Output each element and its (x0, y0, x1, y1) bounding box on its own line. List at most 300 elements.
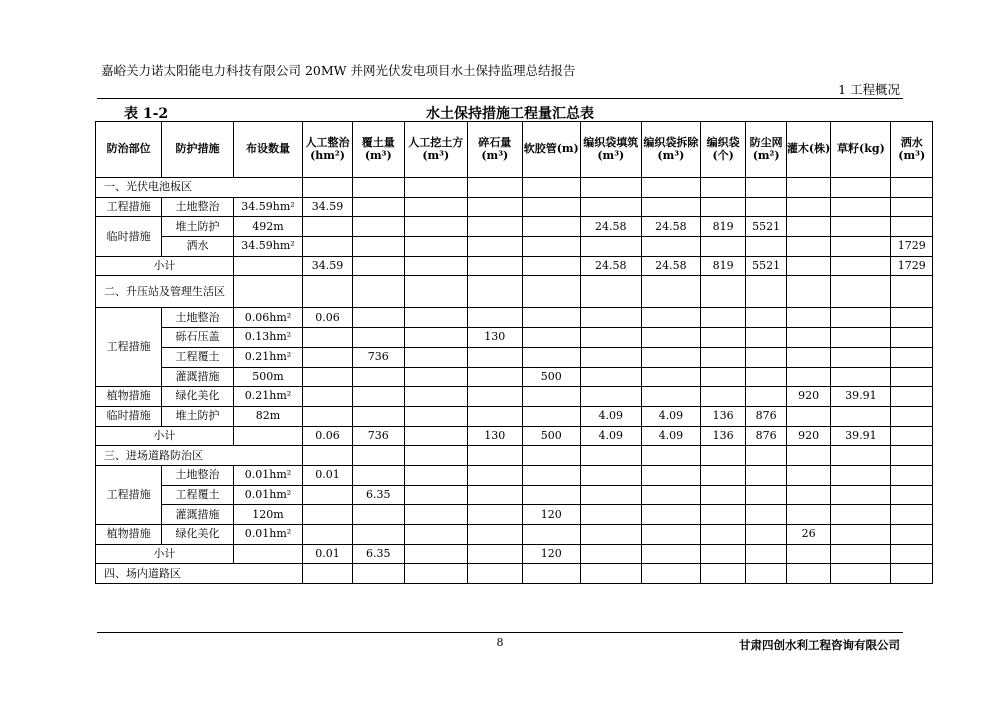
table-row (96, 308, 933, 328)
value-cell: 39.91 (831, 387, 891, 407)
empty-cell (303, 446, 353, 466)
empty-cell (404, 197, 467, 217)
empty-cell (522, 406, 580, 426)
empty-cell (404, 367, 467, 387)
empty-cell (786, 446, 831, 466)
value-cell: 24.58 (580, 217, 641, 237)
empty-cell (831, 276, 891, 308)
empty-cell (831, 406, 891, 426)
page-number: 8 (496, 636, 504, 649)
empty-cell (746, 564, 786, 584)
empty-cell (891, 505, 933, 525)
empty-cell (700, 308, 746, 328)
empty-cell (404, 465, 467, 485)
group-label: 植物措施 (96, 387, 162, 407)
empty-cell (522, 197, 580, 217)
header-row (96, 122, 933, 178)
empty-cell (891, 525, 933, 545)
empty-cell (746, 276, 786, 308)
value-cell: 5521 (746, 256, 786, 276)
measure-label: 工程覆土 (162, 485, 233, 505)
section-row (96, 446, 933, 466)
empty-cell (831, 197, 891, 217)
value-cell: 34.59 (303, 197, 353, 217)
table-row (96, 197, 933, 217)
empty-cell (786, 544, 831, 564)
empty-cell (467, 367, 522, 387)
empty-cell (580, 564, 641, 584)
empty-cell (641, 465, 700, 485)
empty-cell (303, 406, 353, 426)
empty-cell (467, 178, 522, 198)
empty-cell (786, 367, 831, 387)
empty-cell (831, 308, 891, 328)
empty-cell (404, 256, 467, 276)
table-label: 表 1-2 (124, 106, 169, 122)
empty-cell (746, 485, 786, 505)
empty-cell (467, 197, 522, 217)
empty-cell (467, 564, 522, 584)
empty-cell (404, 525, 467, 545)
empty-cell (641, 328, 700, 348)
empty-cell (522, 387, 580, 407)
col-header: 灌木(株) (786, 122, 831, 178)
quantity-cell: 492m (233, 217, 302, 237)
empty-cell (580, 178, 641, 198)
empty-cell (700, 347, 746, 367)
measure-label: 绿化美化 (162, 387, 233, 407)
empty-cell (467, 465, 522, 485)
section-title: 一、光伏电池板区 (96, 178, 303, 198)
empty-cell (746, 367, 786, 387)
empty-cell (352, 505, 404, 525)
empty-cell (404, 505, 467, 525)
empty-cell (303, 525, 353, 545)
empty-cell (467, 505, 522, 525)
value-cell: 34.59 (303, 256, 353, 276)
empty-cell (352, 256, 404, 276)
company-name: 甘肃四创水利工程咨询有限公司 (739, 638, 900, 652)
empty-cell (831, 367, 891, 387)
empty-cell (352, 564, 404, 584)
table-title: 水土保持措施工程量汇总表 (426, 106, 594, 122)
value-cell: 876 (746, 426, 786, 446)
empty-cell (641, 544, 700, 564)
empty-cell (831, 485, 891, 505)
empty-cell (352, 178, 404, 198)
empty-cell (700, 465, 746, 485)
measure-label: 堆土防护 (162, 217, 233, 237)
value-cell: 920 (786, 426, 831, 446)
empty-cell (891, 465, 933, 485)
empty-cell (404, 544, 467, 564)
table-row (96, 347, 933, 367)
empty-cell (891, 328, 933, 348)
col-header: 编织袋(个) (700, 122, 746, 178)
empty-cell (233, 276, 302, 308)
table-row (96, 217, 933, 237)
empty-cell (891, 217, 933, 237)
summary-table (95, 121, 933, 584)
section-title: 四、场内道路区 (96, 564, 303, 584)
empty-cell (233, 426, 302, 446)
measure-label: 砾石压盖 (162, 328, 233, 348)
empty-cell (580, 505, 641, 525)
value-cell: 1729 (891, 256, 933, 276)
empty-cell (522, 217, 580, 237)
empty-cell (467, 387, 522, 407)
empty-cell (786, 256, 831, 276)
footer-divider (97, 632, 903, 633)
table-row (96, 485, 933, 505)
quantity-cell: 0.21hm² (233, 387, 302, 407)
empty-cell (700, 367, 746, 387)
empty-cell (831, 525, 891, 545)
measure-label: 灌溉措施 (162, 367, 233, 387)
empty-cell (522, 178, 580, 198)
empty-cell (786, 328, 831, 348)
empty-cell (352, 525, 404, 545)
empty-cell (404, 387, 467, 407)
empty-cell (522, 446, 580, 466)
empty-cell (641, 446, 700, 466)
empty-cell (352, 465, 404, 485)
table-row (96, 328, 933, 348)
empty-cell (404, 237, 467, 257)
empty-cell (786, 505, 831, 525)
empty-cell (467, 276, 522, 308)
empty-cell (352, 328, 404, 348)
empty-cell (404, 564, 467, 584)
col-header: 草籽(kg) (831, 122, 891, 178)
quantity-cell: 120m (233, 505, 302, 525)
subtotal-label: 小计 (96, 544, 234, 564)
empty-cell (700, 237, 746, 257)
table-row (96, 387, 933, 407)
empty-cell (891, 564, 933, 584)
empty-cell (522, 485, 580, 505)
table-row (96, 237, 933, 257)
empty-cell (580, 367, 641, 387)
measure-label: 工程覆土 (162, 347, 233, 367)
group-label: 临时措施 (96, 406, 162, 426)
empty-cell (522, 308, 580, 328)
value-cell: 24.58 (641, 217, 700, 237)
value-cell: 120 (522, 544, 580, 564)
col-header: 覆土量(m³) (352, 122, 404, 178)
empty-cell (352, 217, 404, 237)
measure-label: 土地整治 (162, 308, 233, 328)
table-row (96, 525, 933, 545)
empty-cell (891, 197, 933, 217)
table-row (96, 505, 933, 525)
empty-cell (700, 178, 746, 198)
empty-cell (352, 406, 404, 426)
col-header: 编织袋拆除(m³) (641, 122, 700, 178)
value-cell: 130 (467, 426, 522, 446)
empty-cell (580, 197, 641, 217)
section-row (96, 564, 933, 584)
empty-cell (404, 217, 467, 237)
subtotal-row (96, 426, 933, 446)
empty-cell (467, 406, 522, 426)
empty-cell (641, 564, 700, 584)
value-cell: 130 (467, 328, 522, 348)
empty-cell (303, 276, 353, 308)
empty-cell (404, 426, 467, 446)
empty-cell (467, 544, 522, 564)
subtotal-label: 小计 (96, 256, 234, 276)
empty-cell (891, 276, 933, 308)
empty-cell (522, 465, 580, 485)
empty-cell (831, 178, 891, 198)
empty-cell (522, 525, 580, 545)
table-row (96, 367, 933, 387)
empty-cell (580, 446, 641, 466)
empty-cell (831, 446, 891, 466)
empty-cell (746, 237, 786, 257)
empty-cell (303, 505, 353, 525)
empty-cell (352, 308, 404, 328)
empty-cell (233, 256, 302, 276)
empty-cell (303, 367, 353, 387)
value-cell: 819 (700, 256, 746, 276)
value-cell: 0.01 (303, 544, 353, 564)
empty-cell (404, 328, 467, 348)
subtotal-label: 小计 (96, 426, 234, 446)
section-title: 二、升压站及管理生活区 (96, 276, 234, 308)
empty-cell (700, 564, 746, 584)
empty-cell (891, 426, 933, 446)
report-title: 嘉峪关力诺太阳能电力科技有限公司 20MW 并网光伏发电项目水土保持监理总结报告 (101, 63, 576, 78)
measure-label: 土地整治 (162, 197, 233, 217)
value-cell: 500 (522, 367, 580, 387)
empty-cell (746, 446, 786, 466)
col-header: 编织袋填筑(m³) (580, 122, 641, 178)
empty-cell (786, 347, 831, 367)
value-cell: 4.09 (580, 426, 641, 446)
group-label: 工程措施 (96, 197, 162, 217)
measure-label: 土地整治 (162, 465, 233, 485)
empty-cell (352, 276, 404, 308)
empty-cell (746, 525, 786, 545)
quantity-cell: 0.01hm² (233, 485, 302, 505)
empty-cell (467, 237, 522, 257)
empty-cell (467, 256, 522, 276)
empty-cell (641, 525, 700, 545)
value-cell: 819 (700, 217, 746, 237)
empty-cell (786, 178, 831, 198)
measure-label: 堆土防护 (162, 406, 233, 426)
value-cell: 39.91 (831, 426, 891, 446)
measure-label: 绿化美化 (162, 525, 233, 545)
value-cell: 736 (352, 426, 404, 446)
empty-cell (404, 276, 467, 308)
empty-cell (467, 525, 522, 545)
empty-cell (786, 217, 831, 237)
empty-cell (580, 276, 641, 308)
empty-cell (580, 525, 641, 545)
value-cell: 0.06 (303, 426, 353, 446)
section-row (96, 178, 933, 198)
measure-label: 灌溉措施 (162, 505, 233, 525)
empty-cell (303, 564, 353, 584)
col-header: 人工整治(hm²) (303, 122, 353, 178)
empty-cell (522, 276, 580, 308)
col-header: 碎石量(m³) (467, 122, 522, 178)
empty-cell (522, 328, 580, 348)
subtotal-row (96, 544, 933, 564)
quantity-cell: 0.01hm² (233, 525, 302, 545)
empty-cell (700, 505, 746, 525)
empty-cell (786, 485, 831, 505)
col-header: 防护措施 (162, 122, 233, 178)
empty-cell (522, 564, 580, 584)
quantity-cell: 0.01hm² (233, 465, 302, 485)
value-cell: 0.01 (303, 465, 353, 485)
empty-cell (233, 544, 302, 564)
empty-cell (891, 308, 933, 328)
quantity-cell: 0.21hm² (233, 347, 302, 367)
empty-cell (786, 465, 831, 485)
empty-cell (467, 217, 522, 237)
group-label: 临时措施 (96, 217, 162, 256)
empty-cell (641, 308, 700, 328)
empty-cell (467, 308, 522, 328)
group-label: 工程措施 (96, 308, 162, 387)
section-row (96, 276, 933, 308)
empty-cell (700, 197, 746, 217)
table-row (96, 465, 933, 485)
empty-cell (303, 347, 353, 367)
empty-cell (303, 387, 353, 407)
quantity-cell: 82m (233, 406, 302, 426)
subtotal-row (96, 256, 933, 276)
empty-cell (580, 465, 641, 485)
value-cell: 500 (522, 426, 580, 446)
table-row (96, 406, 933, 426)
empty-cell (831, 505, 891, 525)
empty-cell (746, 387, 786, 407)
empty-cell (746, 328, 786, 348)
empty-cell (891, 406, 933, 426)
value-cell: 24.58 (580, 256, 641, 276)
empty-cell (580, 347, 641, 367)
quantity-cell: 500m (233, 367, 302, 387)
empty-cell (786, 276, 831, 308)
quantity-cell: 34.59hm² (233, 197, 302, 217)
empty-cell (700, 544, 746, 564)
empty-cell (786, 564, 831, 584)
empty-cell (641, 387, 700, 407)
value-cell: 4.09 (580, 406, 641, 426)
section-title: 三、进场道路防治区 (96, 446, 303, 466)
empty-cell (891, 544, 933, 564)
value-cell: 1729 (891, 237, 933, 257)
empty-cell (891, 387, 933, 407)
value-cell: 120 (522, 505, 580, 525)
empty-cell (404, 347, 467, 367)
empty-cell (700, 387, 746, 407)
empty-cell (580, 544, 641, 564)
empty-cell (352, 446, 404, 466)
col-header: 人工挖土方(m³) (404, 122, 467, 178)
empty-cell (352, 237, 404, 257)
empty-cell (303, 217, 353, 237)
empty-cell (303, 485, 353, 505)
empty-cell (580, 328, 641, 348)
empty-cell (580, 485, 641, 505)
empty-cell (891, 347, 933, 367)
empty-cell (786, 237, 831, 257)
value-cell: 920 (786, 387, 831, 407)
col-header: 布设数量 (233, 122, 302, 178)
empty-cell (303, 178, 353, 198)
empty-cell (641, 276, 700, 308)
empty-cell (641, 485, 700, 505)
empty-cell (891, 367, 933, 387)
empty-cell (580, 237, 641, 257)
empty-cell (831, 328, 891, 348)
empty-cell (404, 178, 467, 198)
empty-cell (700, 446, 746, 466)
empty-cell (746, 197, 786, 217)
empty-cell (580, 387, 641, 407)
empty-cell (831, 564, 891, 584)
group-label: 植物措施 (96, 525, 162, 545)
empty-cell (404, 446, 467, 466)
empty-cell (522, 347, 580, 367)
empty-cell (746, 347, 786, 367)
col-header: 软胶管(m) (522, 122, 580, 178)
quantity-cell: 0.13hm² (233, 328, 302, 348)
quantity-cell: 0.06hm² (233, 308, 302, 328)
empty-cell (404, 485, 467, 505)
empty-cell (831, 465, 891, 485)
empty-cell (831, 237, 891, 257)
value-cell: 26 (786, 525, 831, 545)
empty-cell (641, 178, 700, 198)
empty-cell (831, 256, 891, 276)
value-cell: 24.58 (641, 256, 700, 276)
empty-cell (786, 308, 831, 328)
quantity-cell: 34.59hm² (233, 237, 302, 257)
value-cell: 736 (352, 347, 404, 367)
empty-cell (641, 197, 700, 217)
empty-cell (641, 347, 700, 367)
chapter-title: 1 工程概况 (838, 82, 900, 97)
empty-cell (352, 197, 404, 217)
col-header: 洒水(m³) (891, 122, 933, 178)
empty-cell (641, 367, 700, 387)
empty-cell (831, 347, 891, 367)
empty-cell (746, 544, 786, 564)
empty-cell (467, 347, 522, 367)
empty-cell (522, 256, 580, 276)
empty-cell (467, 485, 522, 505)
group-label: 工程措施 (96, 465, 162, 524)
empty-cell (891, 485, 933, 505)
empty-cell (641, 237, 700, 257)
empty-cell (891, 446, 933, 466)
value-cell: 6.35 (352, 485, 404, 505)
value-cell: 4.09 (641, 426, 700, 446)
value-cell: 4.09 (641, 406, 700, 426)
measure-label: 洒水 (162, 237, 233, 257)
value-cell: 6.35 (352, 544, 404, 564)
empty-cell (700, 525, 746, 545)
value-cell: 5521 (746, 217, 786, 237)
